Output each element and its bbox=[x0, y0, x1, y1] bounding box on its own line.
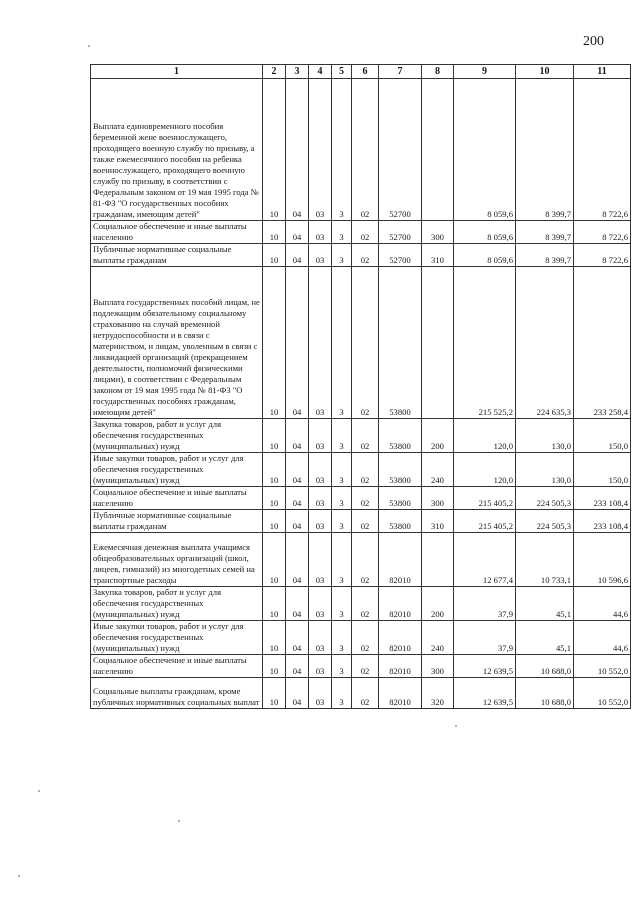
code-cell: 02 bbox=[352, 267, 379, 419]
amount-cell: 233 108,4 bbox=[574, 487, 631, 510]
code-cell: 3 bbox=[332, 419, 352, 453]
amount-cell: 10 688,0 bbox=[516, 655, 574, 678]
code-cell: 02 bbox=[352, 655, 379, 678]
header-cell: 7 bbox=[379, 65, 422, 79]
header-cell: 5 bbox=[332, 65, 352, 79]
row-description: Социальное обеспечение и иные выплаты населению bbox=[91, 221, 263, 244]
header-cell: 10 bbox=[516, 65, 574, 79]
code-cell: 04 bbox=[286, 587, 309, 621]
amount-cell: 44,6 bbox=[574, 587, 631, 621]
scan-speck bbox=[18, 875, 20, 877]
code-cell: 03 bbox=[309, 221, 332, 244]
table-row bbox=[91, 79, 631, 221]
amount-cell: 10 733,1 bbox=[516, 533, 574, 587]
code-cell: 10 bbox=[263, 244, 286, 267]
code-cell: 02 bbox=[352, 487, 379, 510]
amount-cell: 224 505,3 bbox=[516, 510, 574, 533]
code-cell: 03 bbox=[309, 678, 332, 709]
code-cell: 52700 bbox=[379, 79, 422, 221]
code-cell: 03 bbox=[309, 267, 332, 419]
header-cell: 11 bbox=[574, 65, 631, 79]
amount-cell: 130,0 bbox=[516, 453, 574, 487]
code-cell: 04 bbox=[286, 621, 309, 655]
code-cell: 02 bbox=[352, 419, 379, 453]
code-cell: 10 bbox=[263, 621, 286, 655]
scan-speck bbox=[38, 790, 40, 792]
code-cell bbox=[422, 79, 454, 221]
code-cell: 240 bbox=[422, 621, 454, 655]
code-cell: 10 bbox=[263, 587, 286, 621]
amount-cell: 224 505,3 bbox=[516, 487, 574, 510]
code-cell: 02 bbox=[352, 678, 379, 709]
code-cell: 200 bbox=[422, 419, 454, 453]
row-description: Закупка товаров, работ и услуг для обеспечения государственных (муниципальных) нужд bbox=[91, 419, 263, 453]
code-cell: 10 bbox=[263, 655, 286, 678]
code-cell: 82010 bbox=[379, 587, 422, 621]
amount-cell: 233 258,4 bbox=[574, 267, 631, 419]
table-row bbox=[91, 587, 631, 621]
table-row bbox=[91, 655, 631, 678]
code-cell: 04 bbox=[286, 419, 309, 453]
code-cell: 310 bbox=[422, 510, 454, 533]
budget-table bbox=[90, 64, 631, 709]
code-cell: 52700 bbox=[379, 221, 422, 244]
amount-cell: 120,0 bbox=[454, 419, 516, 453]
row-description: Публичные нормативные социальные выплаты гражданам bbox=[91, 510, 263, 533]
code-cell: 04 bbox=[286, 487, 309, 510]
code-cell: 10 bbox=[263, 221, 286, 244]
code-cell: 320 bbox=[422, 678, 454, 709]
code-cell: 03 bbox=[309, 79, 332, 221]
code-cell: 03 bbox=[309, 621, 332, 655]
code-cell: 10 bbox=[263, 79, 286, 221]
page-number: 200 bbox=[583, 34, 604, 49]
table-row bbox=[91, 678, 631, 709]
amount-cell: 12 677,4 bbox=[454, 533, 516, 587]
code-cell: 02 bbox=[352, 510, 379, 533]
amount-cell: 10 552,0 bbox=[574, 678, 631, 709]
code-cell: 04 bbox=[286, 79, 309, 221]
code-cell: 03 bbox=[309, 655, 332, 678]
row-description: Социальные выплаты гражданам, кроме публичных нормативных социальных выплат bbox=[91, 678, 263, 709]
row-description: Выплата государственных пособий лицам, не подлежащим обязательному социальному страхованию на случай временной нетрудоспособности и в связи с материнством, и лицам, уволенным в связи с ликвидацией организаций (прекращением деятельности, полномочий физическими лицами), в соответствии с Федеральным законом от 19 мая 1995 года № 81-ФЗ "О государственных пособиях гражданам, имеющим детей" bbox=[91, 267, 263, 419]
code-cell: 53800 bbox=[379, 267, 422, 419]
amount-cell: 44,6 bbox=[574, 621, 631, 655]
code-cell: 300 bbox=[422, 221, 454, 244]
table-row bbox=[91, 419, 631, 453]
amount-cell: 233 108,4 bbox=[574, 510, 631, 533]
code-cell: 3 bbox=[332, 533, 352, 587]
code-cell: 53800 bbox=[379, 487, 422, 510]
scan-speck bbox=[178, 820, 180, 822]
amount-cell: 215 405,2 bbox=[454, 487, 516, 510]
code-cell: 82010 bbox=[379, 621, 422, 655]
amount-cell: 12 639,5 bbox=[454, 655, 516, 678]
code-cell: 3 bbox=[332, 655, 352, 678]
code-cell: 300 bbox=[422, 487, 454, 510]
code-cell: 02 bbox=[352, 533, 379, 587]
code-cell: 04 bbox=[286, 221, 309, 244]
amount-cell: 215 525,2 bbox=[454, 267, 516, 419]
code-cell: 03 bbox=[309, 533, 332, 587]
code-cell: 200 bbox=[422, 587, 454, 621]
code-cell: 03 bbox=[309, 587, 332, 621]
amount-cell: 12 639,5 bbox=[454, 678, 516, 709]
amount-cell: 10 688,0 bbox=[516, 678, 574, 709]
amount-cell: 8 399,7 bbox=[516, 221, 574, 244]
code-cell: 3 bbox=[332, 510, 352, 533]
code-cell: 10 bbox=[263, 267, 286, 419]
code-cell: 310 bbox=[422, 244, 454, 267]
amount-cell: 215 405,2 bbox=[454, 510, 516, 533]
row-description: Публичные нормативные социальные выплаты гражданам bbox=[91, 244, 263, 267]
header-cell: 2 bbox=[263, 65, 286, 79]
code-cell: 53800 bbox=[379, 419, 422, 453]
amount-cell: 37,9 bbox=[454, 621, 516, 655]
header-cell: 9 bbox=[454, 65, 516, 79]
code-cell: 10 bbox=[263, 453, 286, 487]
table-row bbox=[91, 453, 631, 487]
table-row bbox=[91, 510, 631, 533]
amount-cell: 150,0 bbox=[574, 453, 631, 487]
scan-speck bbox=[455, 725, 457, 727]
amount-cell: 45,1 bbox=[516, 621, 574, 655]
code-cell: 3 bbox=[332, 487, 352, 510]
scan-speck bbox=[88, 45, 90, 47]
code-cell: 52700 bbox=[379, 244, 422, 267]
table-row bbox=[91, 244, 631, 267]
code-cell: 82010 bbox=[379, 678, 422, 709]
header-cell: 3 bbox=[286, 65, 309, 79]
header-cell: 8 bbox=[422, 65, 454, 79]
code-cell: 10 bbox=[263, 678, 286, 709]
code-cell: 04 bbox=[286, 244, 309, 267]
amount-cell: 8 722,6 bbox=[574, 221, 631, 244]
row-description: Социальное обеспечение и иные выплаты населению bbox=[91, 655, 263, 678]
code-cell: 10 bbox=[263, 533, 286, 587]
amount-cell: 8 059,6 bbox=[454, 79, 516, 221]
table-row bbox=[91, 267, 631, 419]
code-cell: 03 bbox=[309, 487, 332, 510]
header-row bbox=[91, 65, 631, 79]
code-cell: 3 bbox=[332, 244, 352, 267]
code-cell: 53800 bbox=[379, 453, 422, 487]
amount-cell: 8 059,6 bbox=[454, 244, 516, 267]
code-cell: 3 bbox=[332, 587, 352, 621]
code-cell: 02 bbox=[352, 79, 379, 221]
code-cell: 53800 bbox=[379, 510, 422, 533]
code-cell: 03 bbox=[309, 453, 332, 487]
row-description: Закупка товаров, работ и услуг для обеспечения государственных (муниципальных) нужд bbox=[91, 587, 263, 621]
code-cell: 10 bbox=[263, 510, 286, 533]
code-cell: 10 bbox=[263, 487, 286, 510]
code-cell: 300 bbox=[422, 655, 454, 678]
amount-cell: 224 635,3 bbox=[516, 267, 574, 419]
amount-cell: 37,9 bbox=[454, 587, 516, 621]
code-cell: 3 bbox=[332, 678, 352, 709]
code-cell: 02 bbox=[352, 621, 379, 655]
table-row bbox=[91, 221, 631, 244]
header-cell: 1 bbox=[91, 65, 263, 79]
row-description: Социальное обеспечение и иные выплаты населению bbox=[91, 487, 263, 510]
amount-cell: 8 399,7 bbox=[516, 244, 574, 267]
code-cell: 3 bbox=[332, 621, 352, 655]
table-row bbox=[91, 533, 631, 587]
row-description: Иные закупки товаров, работ и услуг для обеспечения государственных (муниципальных) нужд bbox=[91, 453, 263, 487]
code-cell: 3 bbox=[332, 453, 352, 487]
code-cell: 02 bbox=[352, 244, 379, 267]
code-cell: 04 bbox=[286, 453, 309, 487]
table-row bbox=[91, 621, 631, 655]
code-cell: 240 bbox=[422, 453, 454, 487]
amount-cell: 8 059,6 bbox=[454, 221, 516, 244]
code-cell: 04 bbox=[286, 267, 309, 419]
code-cell: 82010 bbox=[379, 655, 422, 678]
row-description: Иные закупки товаров, работ и услуг для обеспечения государственных (муниципальных) нужд bbox=[91, 621, 263, 655]
table-row bbox=[91, 487, 631, 510]
code-cell bbox=[422, 533, 454, 587]
code-cell: 03 bbox=[309, 244, 332, 267]
amount-cell: 130,0 bbox=[516, 419, 574, 453]
code-cell: 03 bbox=[309, 419, 332, 453]
row-description: Выплата единовременного пособия беременной жене военнослужащего, проходящего военную службу по призыву, а также ежемесячного пособия на ребенка военнослужащего, проходящего военную службу по призыву, в соответствии с Федеральным законом от 19 мая 1995 года № 81-ФЗ "О государственных пособиях гражданам, имеющим детей" bbox=[91, 79, 263, 221]
amount-cell: 45,1 bbox=[516, 587, 574, 621]
amount-cell: 120,0 bbox=[454, 453, 516, 487]
code-cell: 04 bbox=[286, 678, 309, 709]
code-cell: 02 bbox=[352, 221, 379, 244]
amount-cell: 10 552,0 bbox=[574, 655, 631, 678]
code-cell: 82010 bbox=[379, 533, 422, 587]
row-description: Ежемесячная денежная выплата учащимся общеобразовательных организаций (школ, лицеев, гимназий) из многодетных семей на транспортные расходы bbox=[91, 533, 263, 587]
amount-cell: 8 399,7 bbox=[516, 79, 574, 221]
amount-cell: 10 596,6 bbox=[574, 533, 631, 587]
code-cell: 3 bbox=[332, 267, 352, 419]
code-cell bbox=[422, 267, 454, 419]
code-cell: 03 bbox=[309, 510, 332, 533]
code-cell: 04 bbox=[286, 655, 309, 678]
amount-cell: 8 722,6 bbox=[574, 79, 631, 221]
code-cell: 02 bbox=[352, 587, 379, 621]
amount-cell: 150,0 bbox=[574, 419, 631, 453]
amount-cell: 8 722,6 bbox=[574, 244, 631, 267]
header-cell: 4 bbox=[309, 65, 332, 79]
code-cell: 02 bbox=[352, 453, 379, 487]
code-cell: 04 bbox=[286, 533, 309, 587]
code-cell: 3 bbox=[332, 221, 352, 244]
code-cell: 3 bbox=[332, 79, 352, 221]
code-cell: 10 bbox=[263, 419, 286, 453]
header-cell: 6 bbox=[352, 65, 379, 79]
code-cell: 04 bbox=[286, 510, 309, 533]
